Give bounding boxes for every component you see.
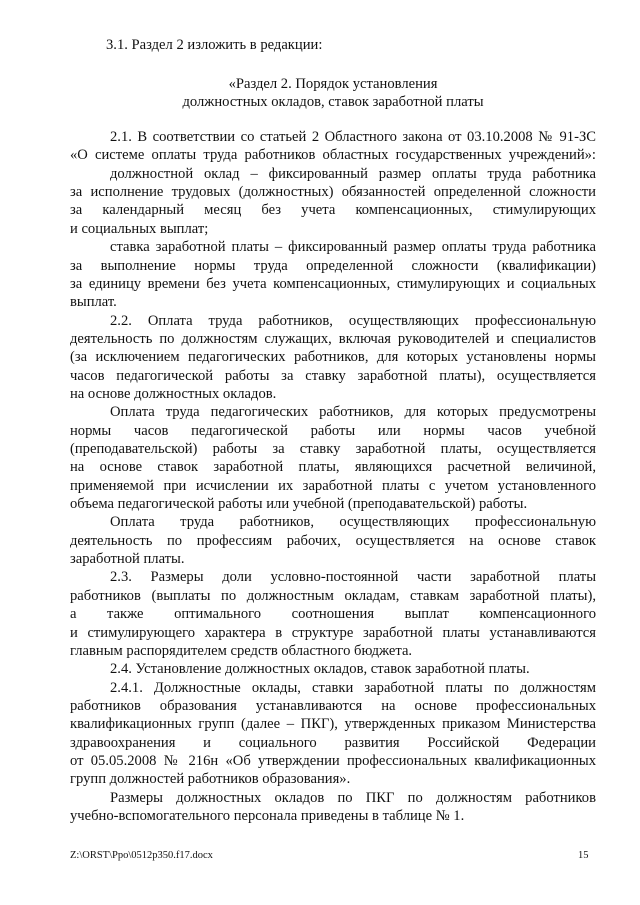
body-line: применяемой при исчислении их заработной платы с учетом установленного — [70, 477, 596, 494]
body-line: на основе должностных окладов. — [70, 385, 277, 402]
section-heading-line-1: «Раздел 2. Порядок установления — [228, 76, 438, 92]
body-line: квалификационных групп (далее – ПКГ), утвержденных приказом Министерства — [70, 716, 596, 733]
section-heading-line-2: должностных окладов, ставок заработной платы — [182, 94, 484, 110]
body-line: (за исключением педагогических работников, для которых установлены нормы — [70, 349, 596, 366]
body-line: «О системе оплаты труда работников областных государственных учреждений»: — [70, 147, 596, 164]
body-line: учебно-вспомогательного персонала приведены в таблице № 1. — [70, 808, 465, 824]
body-line: и стимулирующего характера в структуре заработной платы устанавливаются — [70, 624, 596, 641]
body-line: от 05.05.2008 № 216н «Об утверждении профессиональных квалификационных — [70, 752, 596, 769]
body-line: деятельность по профессиям рабочих, осуществляется на основе ставок — [70, 532, 596, 549]
body-line: Оплата труда работников, осуществляющих профессиональную — [110, 514, 596, 531]
body-line: должностной оклад – фиксированный размер оплаты труда работника — [110, 165, 596, 182]
body-line: 2.4.1. Должностные оклады, ставки заработной платы по должностям — [110, 679, 596, 696]
body-line: за исполнение трудовых (должностных) обязанностей определенной сложности — [70, 184, 596, 201]
body-line: главным распорядителем средств областного бюджета. — [70, 642, 413, 659]
body-line: и социальных выплат; — [70, 220, 209, 237]
body-line: деятельность по должностям служащих, включая руководителей и специалистов — [70, 330, 596, 347]
body-line: Размеры должностных окладов по ПКГ по должностям работников — [110, 789, 596, 806]
body-line: групп должностей работников образования». — [70, 771, 351, 788]
body-line: часов педагогической работы за ставку заработной платы), осуществляется — [70, 367, 596, 384]
body-line: на основе ставок заработной платы, являющихся расчетной величиной, — [70, 459, 596, 476]
body-line: Оплата труда педагогических работников, для которых предусмотрены — [110, 404, 596, 421]
footer-file-path: Z:\ORST\Ppo\0512p350.f17.docx — [70, 850, 213, 861]
body-line: работников образования устанавливаются на основе профессиональных — [70, 697, 596, 714]
body-line: ставка заработной платы – фиксированный размер оплаты труда работника — [110, 239, 596, 256]
body-line: объема педагогической работы или учебной (преподавательской) работы. — [70, 496, 528, 512]
body-line: нормы часов педагогической работы или нормы часов учебной — [70, 422, 596, 439]
body-line: 2.4. Установление должностных окладов, ставок заработной платы. — [110, 661, 530, 678]
footer-page-number: 15 — [578, 850, 589, 861]
section-intro: 3.1. Раздел 2 изложить в редакции: — [106, 37, 323, 53]
body-line: заработной платы. — [70, 551, 185, 567]
body-line: за выполнение нормы труда определенной сложности (квалификации) — [70, 257, 596, 274]
body-line: здравоохранения и социального развития Российской Федерации — [70, 734, 596, 751]
body-line: за единицу времени без учета компенсационных, стимулирующих и социальных — [70, 275, 596, 292]
body-line: (преподавательской) работы за ставку заработной платы, осуществляется — [70, 441, 596, 457]
body-line: 2.3. Размеры доли условно-постоянной части заработной платы — [110, 569, 596, 586]
body-line: а также оптимального соотношения выплат компенсационного — [70, 606, 596, 623]
body-line: работников (выплаты по должностным окладам, ставкам заработной платы), — [70, 587, 596, 604]
body-line: выплат. — [70, 294, 117, 311]
body-line: за календарный месяц без учета компенсационных, стимулирующих — [70, 202, 596, 219]
body-line: 2.2. Оплата труда работников, осуществляющих профессиональную — [110, 312, 596, 329]
body-line: 2.1. В соответствии со статьей 2 Областного закона от 03.10.2008 № 91-ЗС — [110, 129, 596, 145]
